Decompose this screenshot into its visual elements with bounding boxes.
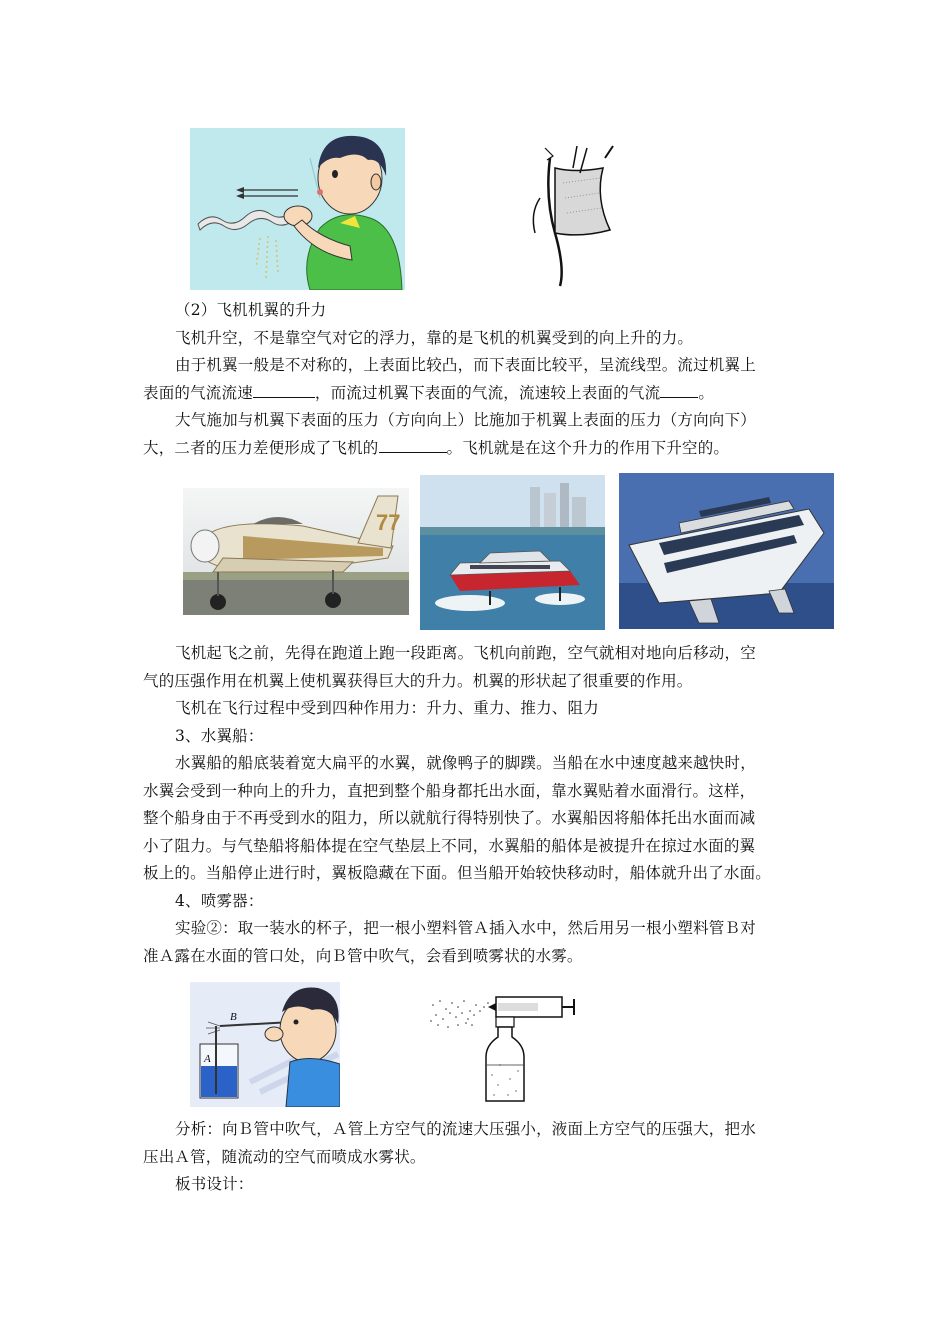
photo-hydrofoil-red — [420, 475, 605, 630]
paragraph-3-line-1: 大气施加与机翼下表面的压力（方向向上）比施加于机翼上表面的压力（方向向下） — [175, 411, 756, 429]
paragraph-2-line-1: 由于机翼一般是不对称的，上表面比较凸，而下表面比较平，呈流线型。流过机翼上 — [175, 356, 756, 374]
fill-blank-3[interactable] — [379, 436, 447, 453]
paragraph-4-line-1: 飞机起飞之前，先得在跑道上跑一段距离。飞机向前跑，空气就相对地向后移动，空 — [175, 644, 756, 662]
paragraph-3-line-2 — [143, 435, 813, 463]
boy-blowing-tube-figure — [190, 982, 340, 1107]
paragraph-2-line-2 — [143, 380, 813, 408]
photo-hydrofoil-white — [619, 473, 834, 629]
section-3-heading: 3、水翼船： — [175, 726, 264, 745]
analysis-block — [143, 1116, 813, 1199]
paragraph-2-text-c: 。 — [698, 383, 715, 402]
paragraph-6-line-4: 小了阻力。与气垫船将船体提在空气垫层上不同，水翼船的船体是被提升在掠过水面的翼 — [143, 836, 756, 855]
paragraph-1: 飞机升空，不是靠空气对它的浮力，靠的是飞机的机翼受到的向上升的力。 — [175, 328, 694, 347]
paper-sheet-diagram — [515, 138, 620, 288]
paragraph-6-line-3: 整个船身由于不再受到水的阻力，所以就航行得特别快了。水翼船因将船体托出水面而减 — [143, 809, 756, 827]
boy-blowing-paper-figure — [190, 128, 405, 290]
photo-model-airplane — [183, 488, 409, 615]
fill-blank-2[interactable] — [660, 381, 698, 398]
section-2-block — [143, 297, 813, 462]
paragraph-3-text-b: 。飞机就是在这个升力的作用下升空的。 — [446, 438, 730, 457]
paragraph-7-line-1: 实验②：取一装水的杯子，把一根小塑料管Ａ插入水中，然后用另一根小塑料管Ｂ对 — [175, 919, 756, 937]
paragraph-6-line-2: 水翼会受到一种向上的升力，直把到整个船身都托出水面，靠水翼贴着水面滑行。这样， — [143, 781, 756, 800]
plane-tail-number: 77 — [376, 510, 401, 535]
paragraph-8-line-2: 压出Ａ管，随流动的空气而喷成水雾状。 — [143, 1147, 426, 1166]
section-4-heading: 4、喷雾器： — [175, 891, 264, 910]
paragraph-5: 飞机在飞行过程中受到四种作用力：升力、重力、推力、阻力 — [175, 699, 599, 717]
paragraph-2-text-b: ，而流过机翼下表面的气流，流速较上表面的气流 — [314, 383, 661, 402]
sprayer-bottle-diagram — [428, 995, 578, 1105]
section-3-4-block — [143, 640, 813, 970]
paragraph-6-line-5: 板上的。当船停止进行时，翼板隐藏在下面。但当船开始较快移动时，船体就升出了水面。 — [143, 864, 772, 882]
tube-b-label: B — [230, 1011, 237, 1023]
paragraph-6-line-1: 水翼船的船底装着宽大扁平的水翼，就像鸭子的脚蹼。当船在水中速度越来越快时， — [175, 754, 756, 772]
paragraph-2-text-a: 表面的气流流速 — [143, 383, 253, 402]
fill-blank-1[interactable] — [253, 381, 315, 398]
paragraph-7-line-2: 准Ａ露在水面的管口处，向Ｂ管中吹气，会看到喷雾状的水雾。 — [143, 946, 583, 965]
paragraph-4-line-2: 气的压强作用在机翼上使机翼获得巨大的升力。机翼的形状起了很重要的作用。 — [143, 671, 693, 690]
paragraph-8-line-1: 分析：向Ｂ管中吹气，Ａ管上方空气的流速大压强小，液面上方空气的压强大，把水 — [175, 1120, 756, 1138]
section-2-heading: （2）飞机机翼的升力 — [175, 301, 327, 319]
paragraph-3-text-a: 大，二者的压力差便形成了飞机的 — [143, 438, 379, 457]
tube-a-label: A — [204, 1053, 211, 1065]
board-design-label: 板书设计： — [175, 1175, 254, 1193]
